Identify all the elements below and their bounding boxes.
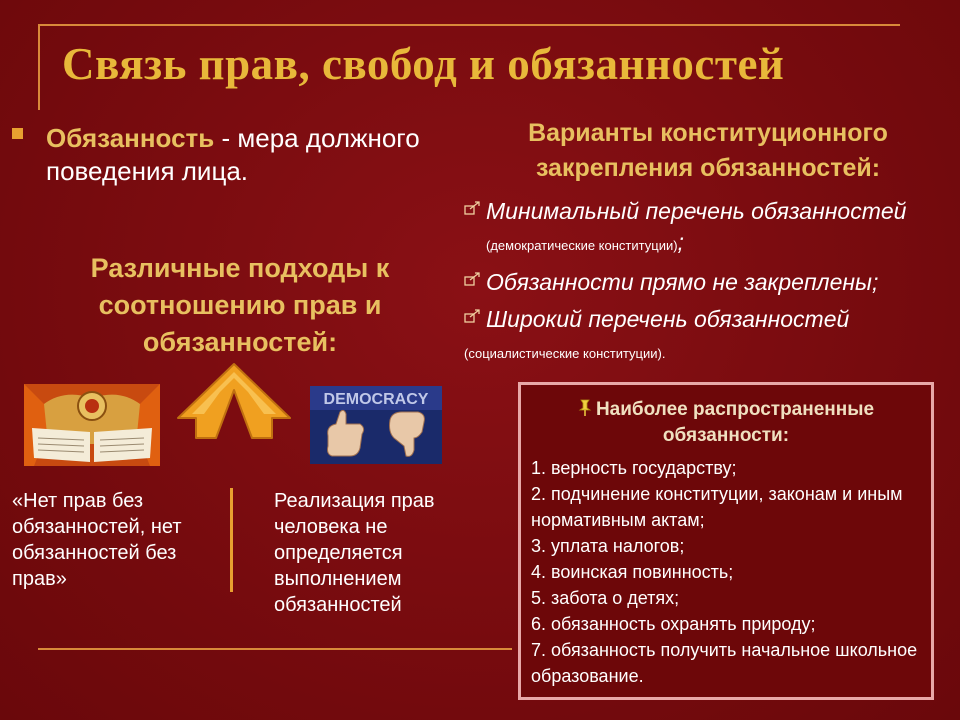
variants-list [464, 196, 950, 375]
duty-item: 4. воинская повинность; [531, 562, 734, 582]
variant-item [464, 304, 950, 369]
duty-item: 5. забота о детях; [531, 588, 680, 608]
bullet-icon [464, 308, 482, 324]
duty-item: 7. обязанность получить начальное школьное образование. [531, 640, 918, 686]
realization-text: Реализация прав человека не определяется выполнением обязанностей [274, 490, 435, 616]
approaches-heading: Различные подходы к соотношению прав и обязанностей: [90, 253, 390, 357]
definition-term: Обязанность [46, 123, 215, 153]
variant-end: ; [677, 229, 684, 255]
vertical-divider [230, 488, 233, 592]
slide-title: Связь прав, свобод и обязанностей [62, 39, 785, 89]
democracy-label: DEMOCRACY [323, 391, 429, 408]
duty-item: 6. обязанность охранять природу; [531, 614, 816, 634]
variant-text: Широкий перечень обязанностей [486, 306, 850, 332]
quote-text: «Нет прав без обязанностей, нет обязанностей без прав» [12, 490, 182, 590]
variants-heading: Варианты конституционного закрепления обязанностей: [528, 119, 888, 182]
variant-text: Обязанности прямо не закреплены; [486, 269, 879, 295]
frame-line-top [38, 24, 900, 26]
definition [46, 122, 456, 188]
variant-item [464, 196, 950, 261]
variant-item [464, 267, 950, 298]
variant-text: Минимальный перечень обязанностей [486, 198, 907, 224]
democracy-thumbs-image [310, 386, 442, 464]
duty-item: 2. подчинение конституции, законам и иным нормативным актам; [531, 484, 903, 530]
frame-line-left [38, 24, 40, 110]
duties-list [531, 455, 927, 689]
bullet-icon [464, 200, 482, 216]
square-bullet-icon [12, 128, 23, 139]
duties-heading [521, 397, 931, 449]
definition-text: - мера должного поведения лица. [46, 123, 420, 186]
double-arrow-icon [176, 362, 292, 440]
pushpin-icon [578, 399, 592, 417]
variant-note: (демократические конституции) [486, 238, 678, 253]
duties-heading-text: Наиболее распространенные обязанности: [595, 399, 875, 446]
common-duties-box [518, 382, 934, 700]
soviet-constitution-image [24, 384, 160, 466]
bullet-icon [464, 271, 482, 287]
duty-item: 1. верность государству; [531, 458, 737, 478]
frame-line-bottom [38, 648, 512, 650]
variant-note: (социалистические конституции). [464, 346, 666, 361]
duty-item: 3. уплата налогов; [531, 536, 685, 556]
